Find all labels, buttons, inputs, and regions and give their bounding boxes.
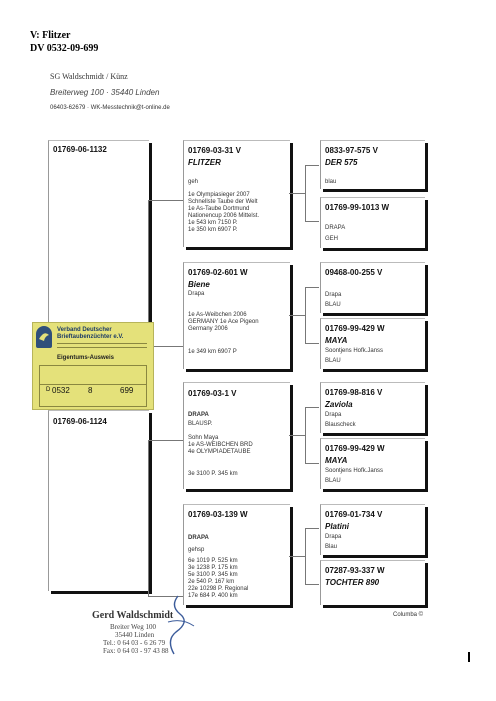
gen2-note: Schnellste Taube der Welt xyxy=(188,199,258,205)
gen2-box-3 xyxy=(183,382,290,489)
gen3-ring: 09468-00-255 V xyxy=(325,268,383,277)
connector xyxy=(305,528,319,529)
gen2-note: 3e 1238 P. 175 km xyxy=(188,565,238,571)
connector xyxy=(289,435,305,436)
gen2-box-4 xyxy=(183,504,290,605)
club-address: Breiterweg 100 · 35440 Linden xyxy=(50,88,160,97)
connector xyxy=(148,440,149,596)
header-ring: DV 0532-09-699 xyxy=(30,43,99,54)
gen3-name: Zaviola xyxy=(325,400,353,409)
connector xyxy=(305,221,319,222)
connector xyxy=(305,528,306,584)
gen3-color: BLAU xyxy=(325,478,341,484)
connector xyxy=(148,200,184,201)
gen3-breed: Drapa xyxy=(325,412,342,418)
gen2-note: 3e 3100 P. 345 km xyxy=(188,471,238,477)
gen3-ring: 01769-01-734 V xyxy=(325,510,383,519)
gen2-box-1 xyxy=(183,140,290,247)
gen3-ring: 0833-97-575 V xyxy=(325,146,378,155)
gen3-box-7 xyxy=(320,504,425,555)
connector xyxy=(148,440,184,441)
gen3-name: MAYA xyxy=(325,456,348,465)
connector xyxy=(305,165,319,166)
gen1-father-box xyxy=(48,140,149,323)
gen2-note: 5e 3100 P. 345 km xyxy=(188,572,238,578)
gen3-box-1 xyxy=(320,140,425,189)
gen2-note: 1e 349 km 6907 P xyxy=(188,349,237,355)
gen2-note: 1e As-Weibchen 2006 xyxy=(188,312,247,318)
gen3-breed: Drapa xyxy=(325,292,342,298)
gen2-note: 1e 543 km 7150 P. xyxy=(188,220,238,226)
gen2-note: 1e AS-WEIBCHEN BRD xyxy=(188,442,253,448)
stamp-title: Eigentums-Ausweis xyxy=(57,355,115,361)
gen3-breed: Drapa xyxy=(325,534,342,540)
gen3-color: Blau xyxy=(325,544,338,550)
dove-emblem-icon xyxy=(36,326,52,348)
text-cursor xyxy=(468,652,470,662)
gen3-name: TOCHTER 890 xyxy=(325,578,380,587)
connector xyxy=(305,407,319,408)
gen2-color: geh xyxy=(188,179,199,185)
gen2-note: 1e As-Taube Dortmund xyxy=(188,206,250,212)
gen1-mother-box xyxy=(48,410,149,591)
gen3-ring: 01769-99-429 W xyxy=(325,444,385,453)
gen3-color: GEH xyxy=(325,236,339,242)
gen2-note: gehsp xyxy=(188,547,205,553)
header-title: V: Flitzer xyxy=(30,30,71,41)
signature-name: Gerd Waldschmidt xyxy=(92,610,174,621)
connector xyxy=(289,556,305,557)
gen2-color: DRAPA xyxy=(188,535,209,541)
gen2-name: Biene xyxy=(188,280,210,289)
gen2-note: 17e 684 P. 400 km xyxy=(188,593,238,599)
connector xyxy=(305,287,306,343)
software-credit: Columba © xyxy=(393,612,424,618)
signature-fax: Fax: 0 64 03 - 97 43 88 xyxy=(103,647,169,655)
gen2-note: Nationencup 2006 Mittelst. xyxy=(188,213,260,219)
stamp-ring-number: 699 xyxy=(120,386,134,395)
gen2-name: FLITZER xyxy=(188,158,221,167)
stamp-fineprint xyxy=(57,343,147,348)
connector xyxy=(305,287,319,288)
gen2-note: 1e 350 km 6907 P. xyxy=(188,227,238,233)
gen1-mother-ring: 01769-06-1124 xyxy=(53,417,107,426)
gen2-box-2 xyxy=(183,262,290,369)
connector xyxy=(305,463,319,464)
gen3-breed: DRAPA xyxy=(325,225,346,231)
ownership-card xyxy=(32,322,154,410)
gen2-color: DRAPA xyxy=(188,412,209,418)
gen2-note: 1e Olympiasieger 2007 xyxy=(188,192,250,198)
signature-city: 35440 Linden xyxy=(115,631,155,639)
gen3-color: blau xyxy=(325,179,337,185)
gen3-color: Blauscheck xyxy=(325,422,356,428)
stamp-year: 8 xyxy=(88,386,93,395)
club-name: SG Waldschmidt / Künz xyxy=(50,72,128,81)
connector xyxy=(305,407,306,463)
gen2-note: 4e OLYMPIADETAUBE xyxy=(188,449,251,455)
handwritten-signature-icon xyxy=(150,592,200,658)
gen2-note: Sohn Maya xyxy=(188,435,219,441)
gen3-box-5 xyxy=(320,382,425,433)
connector xyxy=(305,584,319,585)
gen3-name: Platini xyxy=(325,522,350,531)
gen3-box-2 xyxy=(320,197,425,248)
gen2-note: GERMANY 1e Ace Pigeon xyxy=(188,319,259,325)
gen3-name: MAYA xyxy=(325,336,348,345)
signature-street: Breiter Weg 100 xyxy=(110,623,156,631)
connector xyxy=(289,193,305,194)
gen3-box-4 xyxy=(320,318,425,369)
gen3-box-8 xyxy=(320,560,425,605)
club-contact: 06403-62679 · WK-Messtechnik@t-online.de xyxy=(50,105,170,111)
gen2-note: 22e 10298 P. Regional xyxy=(188,586,249,592)
connector xyxy=(305,343,319,344)
gen3-ring: 01769-99-1013 W xyxy=(325,203,390,212)
stamp-ring-field xyxy=(39,365,147,407)
gen1-father-ring: 01769-06-1132 xyxy=(53,145,107,154)
signature-phone: Tel.: 0 64 03 - 6 26 79 xyxy=(103,639,166,647)
gen3-color: BLAU xyxy=(325,358,341,364)
gen2-color: Drapa xyxy=(188,291,205,297)
stamp-country: D xyxy=(46,387,51,393)
gen3-ring: 07287-93-337 W xyxy=(325,566,385,575)
gen2-note: Germany 2006 xyxy=(188,326,228,332)
gen3-name: DER 575 xyxy=(325,158,358,167)
gen2-ring: 01769-02-601 W xyxy=(188,268,248,277)
gen2-note: 6e 1019 P. 525 km xyxy=(188,558,238,564)
gen2-ring: 01769-03-1 V xyxy=(188,389,237,398)
gen3-box-3 xyxy=(320,262,425,313)
connector xyxy=(305,165,306,221)
stamp-association: Brieftaubenzüchter e.V. xyxy=(57,334,124,340)
gen2-note: 2e 540 P. 167 km xyxy=(188,579,235,585)
gen3-color: BLAU xyxy=(325,302,341,308)
gen2-note: BLAUSP. xyxy=(188,421,213,427)
connector xyxy=(289,315,305,316)
gen2-ring: 01769-03-139 W xyxy=(188,510,248,519)
stamp-club-number: 0532 xyxy=(52,386,70,395)
gen2-ring: 01769-03-31 V xyxy=(188,146,241,155)
gen3-ring: 01769-98-816 V xyxy=(325,388,383,397)
gen3-ring: 01769-99-429 W xyxy=(325,324,385,333)
gen3-box-6 xyxy=(320,438,425,489)
gen3-breed: Soontjens Hofk.Janss xyxy=(325,468,384,474)
stamp-association: Verband Deutscher xyxy=(57,327,112,333)
gen3-breed: Soontjens Hofk.Janss xyxy=(325,348,384,354)
